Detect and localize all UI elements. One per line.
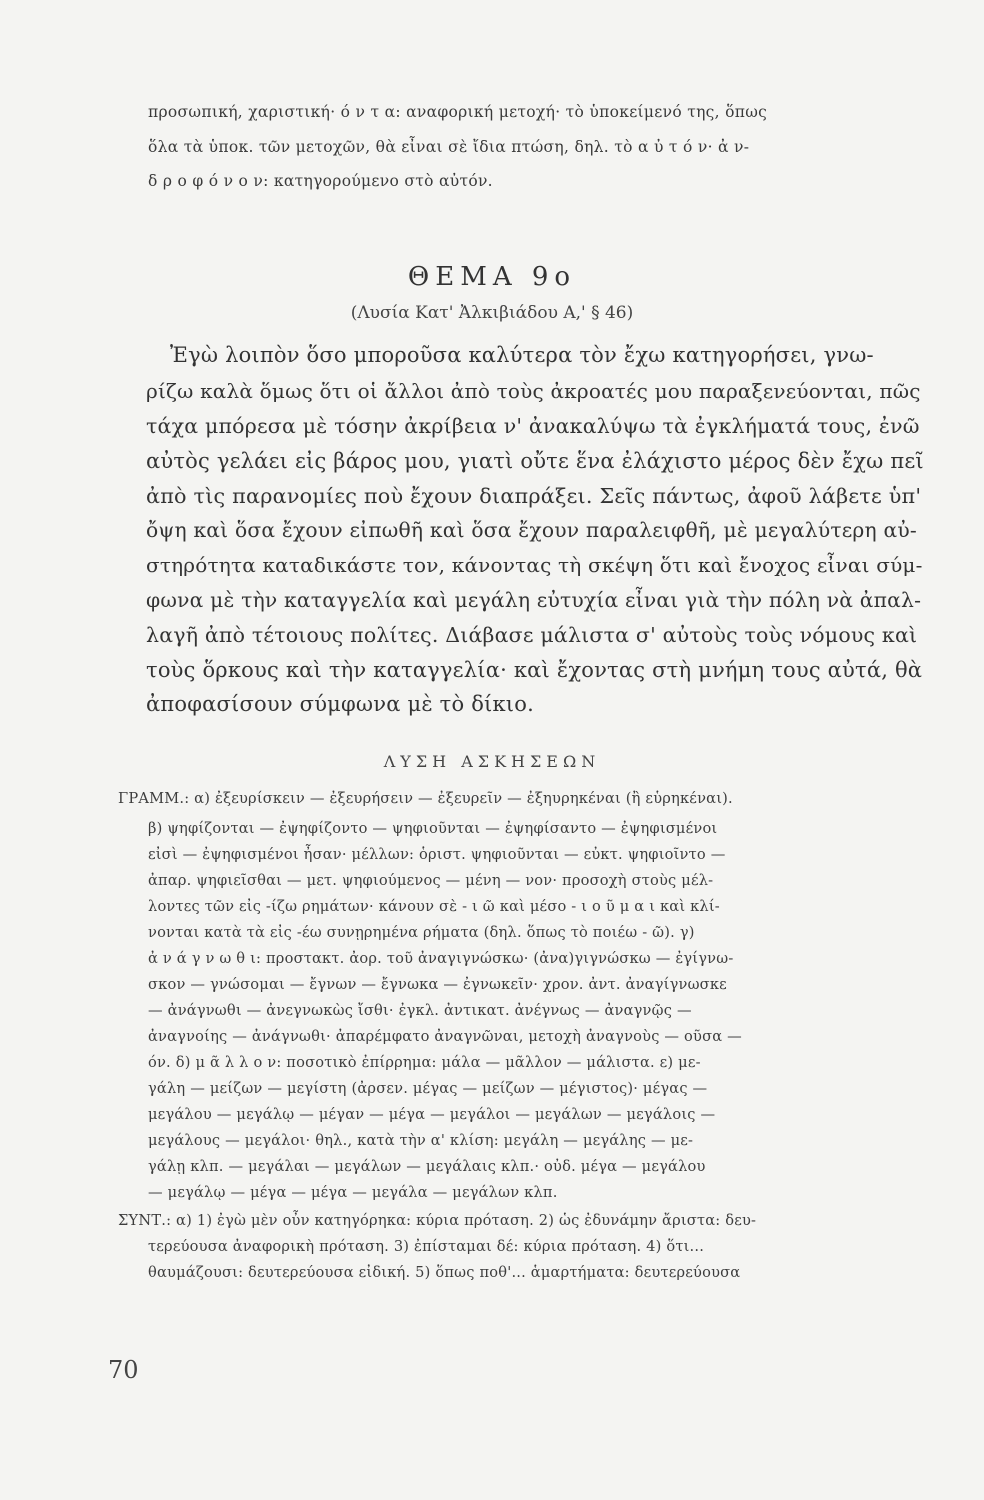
solution-line: σκον — γνώσομαι — ἔγνων — ἔγνωκα — ἐγνωκεῖν· χρον. ἀντ. ἀναγίγνωσκε [148, 976, 727, 993]
theme-title: ΘΕΜΑ 9ο [407, 262, 577, 292]
solution-line: ΓΡΑΜΜ.: α) ἐξευρίσκειν — ἐξευρήσειν — ἐξευρεῖν — ἐξηυρηκέναι (ἢ εὑρηκέναι). [118, 790, 733, 807]
solution-line: ἀπαρ. ψηφιεῖσθαι — μετ. ψηφιούμενος — μένη — νον· προσοχὴ στοὺς μέλ- [148, 872, 714, 889]
solution-line: ἀ ν ά γ ν ω θ ι: προστακτ. ἀορ. τοῦ ἀναγιγνώσκω· (ἀνα)γιγνώσκω — ἐγίγνω- [148, 950, 734, 967]
body-line: ἀποφασίσουν σύμφωνα μὲ τὸ δίκιο. [146, 692, 534, 716]
body-line: ἀπὸ τὶς παρανομίες ποὺ ἔχουν διαπράξει. Σεῖς πάντως, ἀφοῦ λάβετε ὑπ' [146, 484, 922, 508]
intro-line: προσωπική, χαριστική· ό ν τ α: αναφορική μετοχή· τὸ ὑποκείμενό της, ὅπως [148, 103, 768, 121]
intro-line: δ ρ ο φ ό ν ο ν: κατηγορούμενο στὸ αὐτόν. [148, 172, 493, 190]
body-line: τοὺς ὅρκους καὶ τὴν καταγγελία· καὶ ἔχοντας στὴ μνήμη τους αὐτά, θὰ [146, 658, 923, 682]
body-line: τάχα μπόρεσα μὲ τόσην ἀκρίβεια ν' ἀνακαλύψω τὰ ἐγκλήματά τους, ἐνῶ [146, 414, 920, 438]
page-number: 70 [108, 1356, 139, 1384]
solution-line: γάλη — μείζων — μεγίστη (ἀρσεν. μέγας — μείζων — μέγιστος)· μέγας — [148, 1080, 708, 1097]
body-line: Ἐγὼ λοιπὸν ὅσο μποροῦσα καλύτερα τὸν ἔχω κατηγορήσει, γνω- [170, 343, 874, 367]
solution-line: ΣΥΝΤ.: α) 1) ἐγὼ μὲν οὖν κατηγόρηκα: κύρια πρόταση. 2) ὡς ἐδυνάμην ἄριστα: δευ- [118, 1212, 757, 1229]
body-line: φωνα μὲ τὴν καταγγελία καὶ μεγάλη εὐτυχία εἶναι γιὰ τὴν πόλη νὰ ἀπαλ- [146, 588, 922, 612]
solution-line: γάλῃ κλπ. — μεγάλαι — μεγάλων — μεγάλαις κλπ.· οὐδ. μέγα — μεγάλου [148, 1158, 706, 1175]
intro-line: ὅλα τὰ ὑποκ. τῶν μετοχῶν, θὰ εἶναι σὲ ἴδια πτώση, δηλ. τὸ α ὐ τ ό ν· ἀ ν- [148, 138, 750, 156]
solution-line: β) ψηφίζονται — ἐψηφίζοντο — ψηφιοῦνται — ἐψηφίσαντο — ἐψηφισμένοι [148, 820, 718, 837]
solution-line: τερεύουσα ἀναφορικὴ πρόταση. 3) ἐπίσταμαι δέ: κύρια πρόταση. 4) ὅτι... [148, 1238, 705, 1255]
body-line: ὄψη καὶ ὅσα ἔχουν εἰπωθῆ καὶ ὅσα ἔχουν παραλειφθῆ, μὲ μεγαλύτερη αὐ- [146, 518, 917, 542]
body-line: ρίζω καλὰ ὅμως ὅτι οἱ ἄλλοι ἀπὸ τοὺς ἀκροατές μου παραξενεύονται, πῶς [146, 379, 921, 403]
solution-line: λοντες τῶν εἰς -ίζω ρημάτων· κάνουν σὲ - ι ῶ καὶ μέσο - ι ο ῦ μ α ι καὶ κλί- [148, 898, 720, 915]
solution-line: — ἀνάγνωθι — ἀνεγνωκὼς ἴσθι· ἐγκλ. ἀντικατ. ἀνέγνως — ἀναγνῷς — [148, 1002, 692, 1019]
theme-source: (Λυσία Κατ' Ἀλκιβιάδου Α,' § 46) [350, 303, 634, 323]
body-line: λαγῆ ἀπὸ τέτοιους πολίτες. Διάβασε μάλιστα σ' αὐτοὺς τοὺς νόμους καὶ [146, 623, 918, 647]
body-line: αὐτὸς γελάει εἰς βάρος μου, γιατὶ οὔτε ἕνα ἐλάχιστο μέρος δὲν ἔχω πεῖ [146, 449, 924, 473]
solution-line: μεγάλου — μεγάλῳ — μέγαν — μέγα — μεγάλοι — μεγάλων — μεγάλοις — [148, 1106, 716, 1123]
solution-line: θαυμάζουσι: δευτερεύουσα εἰδική. 5) ὅπως ποθ'... ἁμαρτήματα: δευτερεύουσα [148, 1264, 741, 1281]
solution-line: όν. δ) μ ᾶ λ λ ο ν: ποσοτικὸ ἐπίρρημα: μάλα — μᾶλλον — μάλιστα. ε) με- [148, 1054, 701, 1071]
solution-title: ΛΥΣΗ ΑΣΚΗΣΕΩΝ [383, 752, 601, 771]
solution-line: ἀναγνοίης — ἀνάγνωθι· ἀπαρέμφατο ἀναγνῶναι, μετοχὴ ἀναγνοὺς — οῦσα — [148, 1028, 742, 1045]
solution-line: μεγάλους — μεγάλοι· θηλ., κατὰ τὴν α' κλίση: μεγάλη — μεγάλης — με- [148, 1132, 694, 1149]
solution-line: — μεγάλῳ — μέγα — μέγα — μεγάλα — μεγάλων κλπ. [148, 1184, 558, 1201]
solution-line: νονται κατὰ τὰ εἰς -έω συνῃρημένα ρήματα (δηλ. ὅπως τὸ ποιέω - ῶ). γ) [148, 924, 695, 941]
body-line: στηρότητα καταδικάστε τον, κάνοντας τὴ σκέψη ὅτι καὶ ἔνοχος εἶναι σύμ- [146, 553, 923, 577]
solution-line: εἰσὶ — ἐψηφισμένοι ἦσαν· μέλλων: ὁριστ. ψηφιοῦνται — εὐκτ. ψηφιοῖντο — [148, 846, 726, 863]
